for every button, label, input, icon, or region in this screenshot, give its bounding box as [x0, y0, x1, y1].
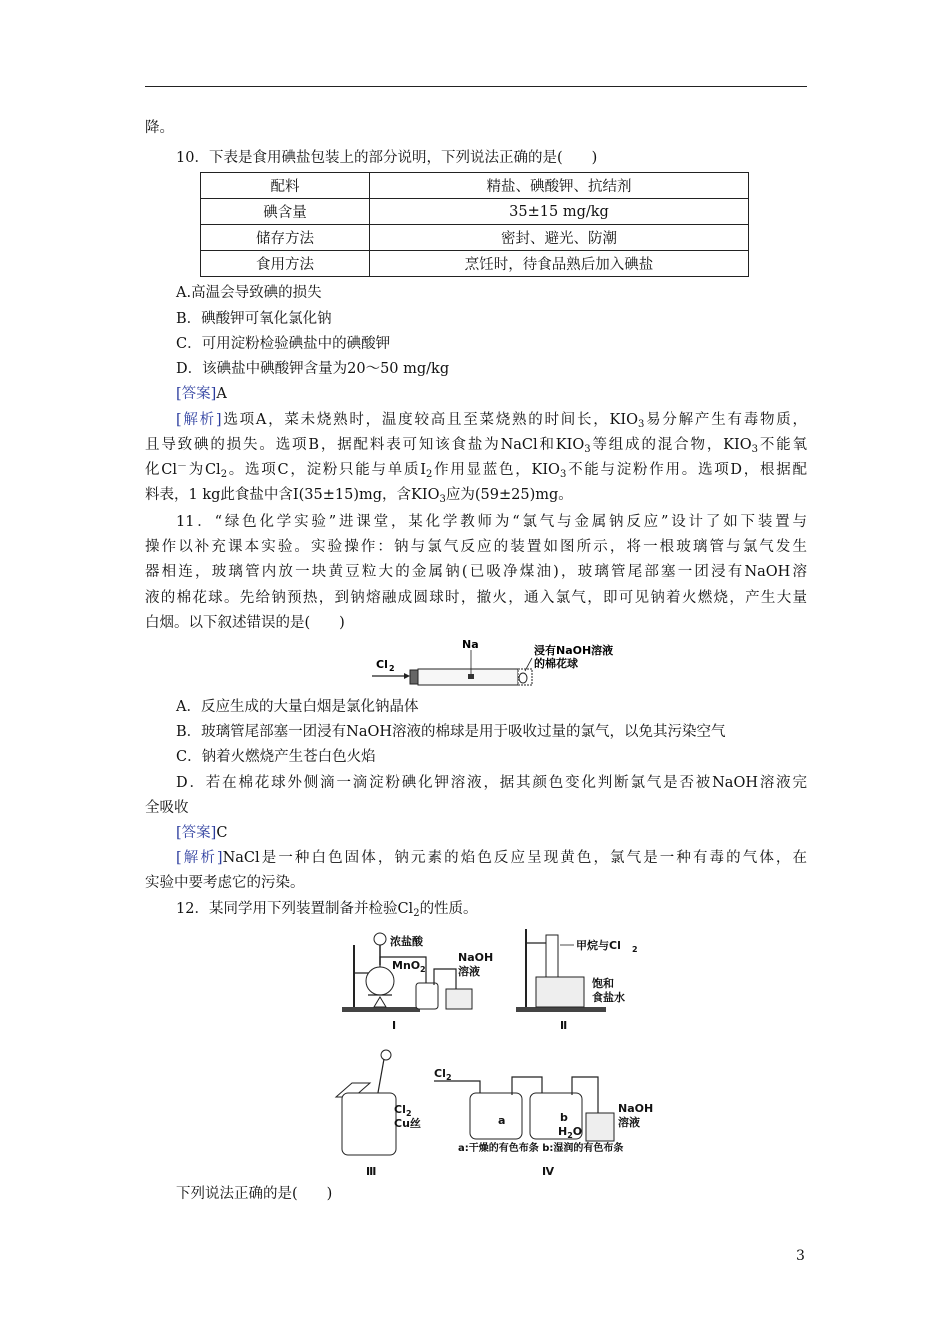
- q11-analysis-line-1: [解析]NaCl是一种白色固体，钠元素的焰色反应呈现黄色，氯气是一种有毒的气体，在: [176, 850, 807, 866]
- q11-stem-line-2: 操作以补充课本实验。实验操作：钠与氯气反应的装置如图所示，将一根玻璃管与氯气发生: [145, 539, 807, 555]
- cotton-label-2: 的棉花球: [534, 657, 578, 670]
- apparatus-4: [434, 1067, 653, 1178]
- roman-2: Ⅱ: [560, 1019, 568, 1032]
- stopper: [410, 670, 418, 684]
- q11-option-c: C．钠着火燃烧产生苍白色火焰: [176, 749, 376, 765]
- ch4-sub: 2: [632, 945, 638, 954]
- cotton-label-1: 浸有NaOH溶液: [534, 644, 614, 657]
- analysis-tag: [解析]: [176, 412, 222, 428]
- table-row: [201, 173, 749, 199]
- apparatus-1: [342, 933, 493, 1032]
- table-row: [201, 199, 749, 225]
- table-cell-value: 密封、避光、防潮: [370, 225, 749, 251]
- q10-analysis-line-2: 且导致碘的损失。选项B，据配料表可知该食盐为NaCl和$KIO_3$等组成的混合物，$KIO_3$不能氧: [145, 437, 807, 455]
- wire-handle: [381, 1050, 391, 1060]
- roman-1: Ⅰ: [392, 1019, 397, 1032]
- apparatus-2: [516, 929, 638, 1032]
- q11-analysis-line-2: 实验中要考虑它的污染。: [145, 875, 305, 891]
- funnel-bulb: [374, 933, 386, 945]
- naoh-label-4-1: NaOH: [618, 1102, 654, 1115]
- q11-option-d-line-2: 全吸收: [145, 800, 189, 816]
- cloth-a-label: a: [498, 1114, 506, 1127]
- q10-analysis-line-4: 料表，1 kg此食盐中含I(35±15)mg，含$KIO_3$应为(59±25)mg。: [145, 487, 573, 505]
- bottle-a: [470, 1093, 522, 1139]
- q11-stem-line-5: 白烟。以下叙述错误的是( ): [145, 615, 345, 631]
- mno2-sub: 2: [420, 965, 426, 974]
- q10-option-a: A.高温会导致碘的损失: [176, 285, 322, 301]
- q10-stem: 10．下表是食用碘盐包装上的部分说明，下列说法正确的是( ): [176, 150, 598, 166]
- q12-apparatus-figure: [330, 925, 660, 1180]
- table-cell-label: 配料: [201, 173, 370, 199]
- naoh-label-1: NaOH: [458, 951, 494, 964]
- brine-label-1: 饱和: [592, 977, 614, 990]
- table-cell-label: 储存方法: [201, 225, 370, 251]
- answer-value: C: [216, 825, 228, 841]
- h2o-label: $H_2O$: [558, 1125, 583, 1140]
- roman-3: Ⅲ: [366, 1165, 377, 1178]
- hcl-label: 浓盐酸: [390, 935, 423, 948]
- brine-trough: [536, 977, 584, 1007]
- table-row: [201, 225, 749, 251]
- table-row: [201, 251, 749, 277]
- cl2-sub-4: 2: [446, 1073, 452, 1082]
- wash-bottle: [416, 983, 438, 1009]
- naoh-beaker: [446, 989, 472, 1009]
- q11-stem-line-4: 液的棉花球。先给钠预热，到钠熔融成圆球时，撤火，通入氯气，即可见钠着火燃烧，产生大量: [145, 590, 807, 606]
- stand-base: [516, 1007, 606, 1012]
- answer-value: A: [216, 386, 227, 402]
- naoh-beaker-4: [586, 1113, 614, 1141]
- mno2-label: MnO: [392, 959, 421, 972]
- table-cell-value: 35±15 mg/kg: [370, 199, 749, 225]
- brine-label-2: 食盐水: [592, 991, 625, 1004]
- cl2-label-4: Cl: [434, 1067, 446, 1080]
- roman-4: Ⅳ: [542, 1165, 555, 1178]
- q11-option-b: B．玻璃管尾部塞一团浸有NaOH溶液的棉球是用于吸收过量的氯气，以免其污染空气: [176, 724, 726, 740]
- cl2-label: Cl: [376, 658, 388, 671]
- apparatus-3: [336, 1050, 421, 1178]
- table-cell-label: 食用方法: [201, 251, 370, 277]
- alcohol-lamp: [374, 997, 386, 1007]
- header-rule: [145, 86, 807, 87]
- gas-arrow-head: [404, 673, 410, 679]
- stand-base: [342, 1007, 420, 1012]
- table-cell-label: 碘含量: [201, 199, 370, 225]
- answer-tag: [答案]: [176, 825, 217, 841]
- q11-option-a: A．反应生成的大量白烟是氯化钠晶体: [176, 699, 419, 715]
- q11-option-d-line-1: D．若在棉花球外侧滴一滴淀粉碘化钾溶液，据其颜色变化判断氯气是否被NaOH溶液完: [176, 775, 807, 791]
- answer-tag: [答案]: [176, 386, 217, 402]
- q10-option-c: C．可用淀粉检验碘盐中的碘酸钾: [176, 336, 391, 352]
- table-cell-value: 烹饪时，待食品熟后加入碘盐: [370, 251, 749, 277]
- naoh-label-2: 溶液: [458, 965, 480, 978]
- q11-apparatus-figure: [370, 638, 620, 700]
- flask: [366, 967, 394, 995]
- q12-stem: 12．某同学用下列装置制备并检验$Cl_2$的性质。: [176, 901, 478, 919]
- cloth-b-label: b: [560, 1111, 568, 1124]
- q12-prompt: 下列说法正确的是( ): [176, 1186, 333, 1202]
- q10-analysis-line-3: 化Cl－为$Cl_2$。选项C，淀粉只能与单质$I_2$作用显蓝色，$KIO_3$不能与淀粉作用。选项D，根据配: [145, 461, 808, 480]
- intro-end-text: 降。: [145, 120, 174, 136]
- q10-option-d: D．该碘盐中碘酸钾含量为20～50 mg/kg: [176, 361, 450, 377]
- q10-option-b: B．碘酸钾可氧化氯化钠: [176, 311, 332, 327]
- ch4-label: 甲烷与Cl: [576, 939, 621, 952]
- cl2-label-3: Cl: [394, 1103, 406, 1116]
- q10-analysis-line-1: [解析]选项A，菜未烧熟时，温度较高且至菜烧熟的时间长，$KIO_3$易分解产生有毒物质，: [176, 412, 807, 430]
- gas-jar: [342, 1093, 396, 1155]
- na-label: Na: [462, 638, 479, 651]
- table-cell-value: 精盐、碘酸钾、抗结剂: [370, 173, 749, 199]
- q10-answer: [176, 384, 227, 404]
- q11-answer: [176, 823, 227, 843]
- cl2-sub: 2: [389, 664, 395, 673]
- legend-text: a:干燥的有色布条 b:湿润的有色布条: [458, 1143, 624, 1154]
- cl2-sub-3: 2: [406, 1109, 412, 1118]
- page-number: 3: [796, 1248, 805, 1264]
- sodium-piece: [468, 674, 474, 679]
- q11-stem-line-3: 器相连，玻璃管内放一块黄豆粒大的金属钠(已吸净煤油)，玻璃管尾部塞一团浸有NaOH溶: [145, 564, 807, 580]
- q10-info-table: [200, 172, 749, 277]
- analysis-tag: [解析]: [176, 850, 223, 866]
- naoh-label-4-2: 溶液: [618, 1116, 640, 1129]
- q11-stem-line-1: 11．“绿色化学实验”进课堂，某化学教师为“氯气与金属钠反应”设计了如下装置与: [176, 514, 807, 530]
- cu-label: Cu丝: [394, 1117, 421, 1130]
